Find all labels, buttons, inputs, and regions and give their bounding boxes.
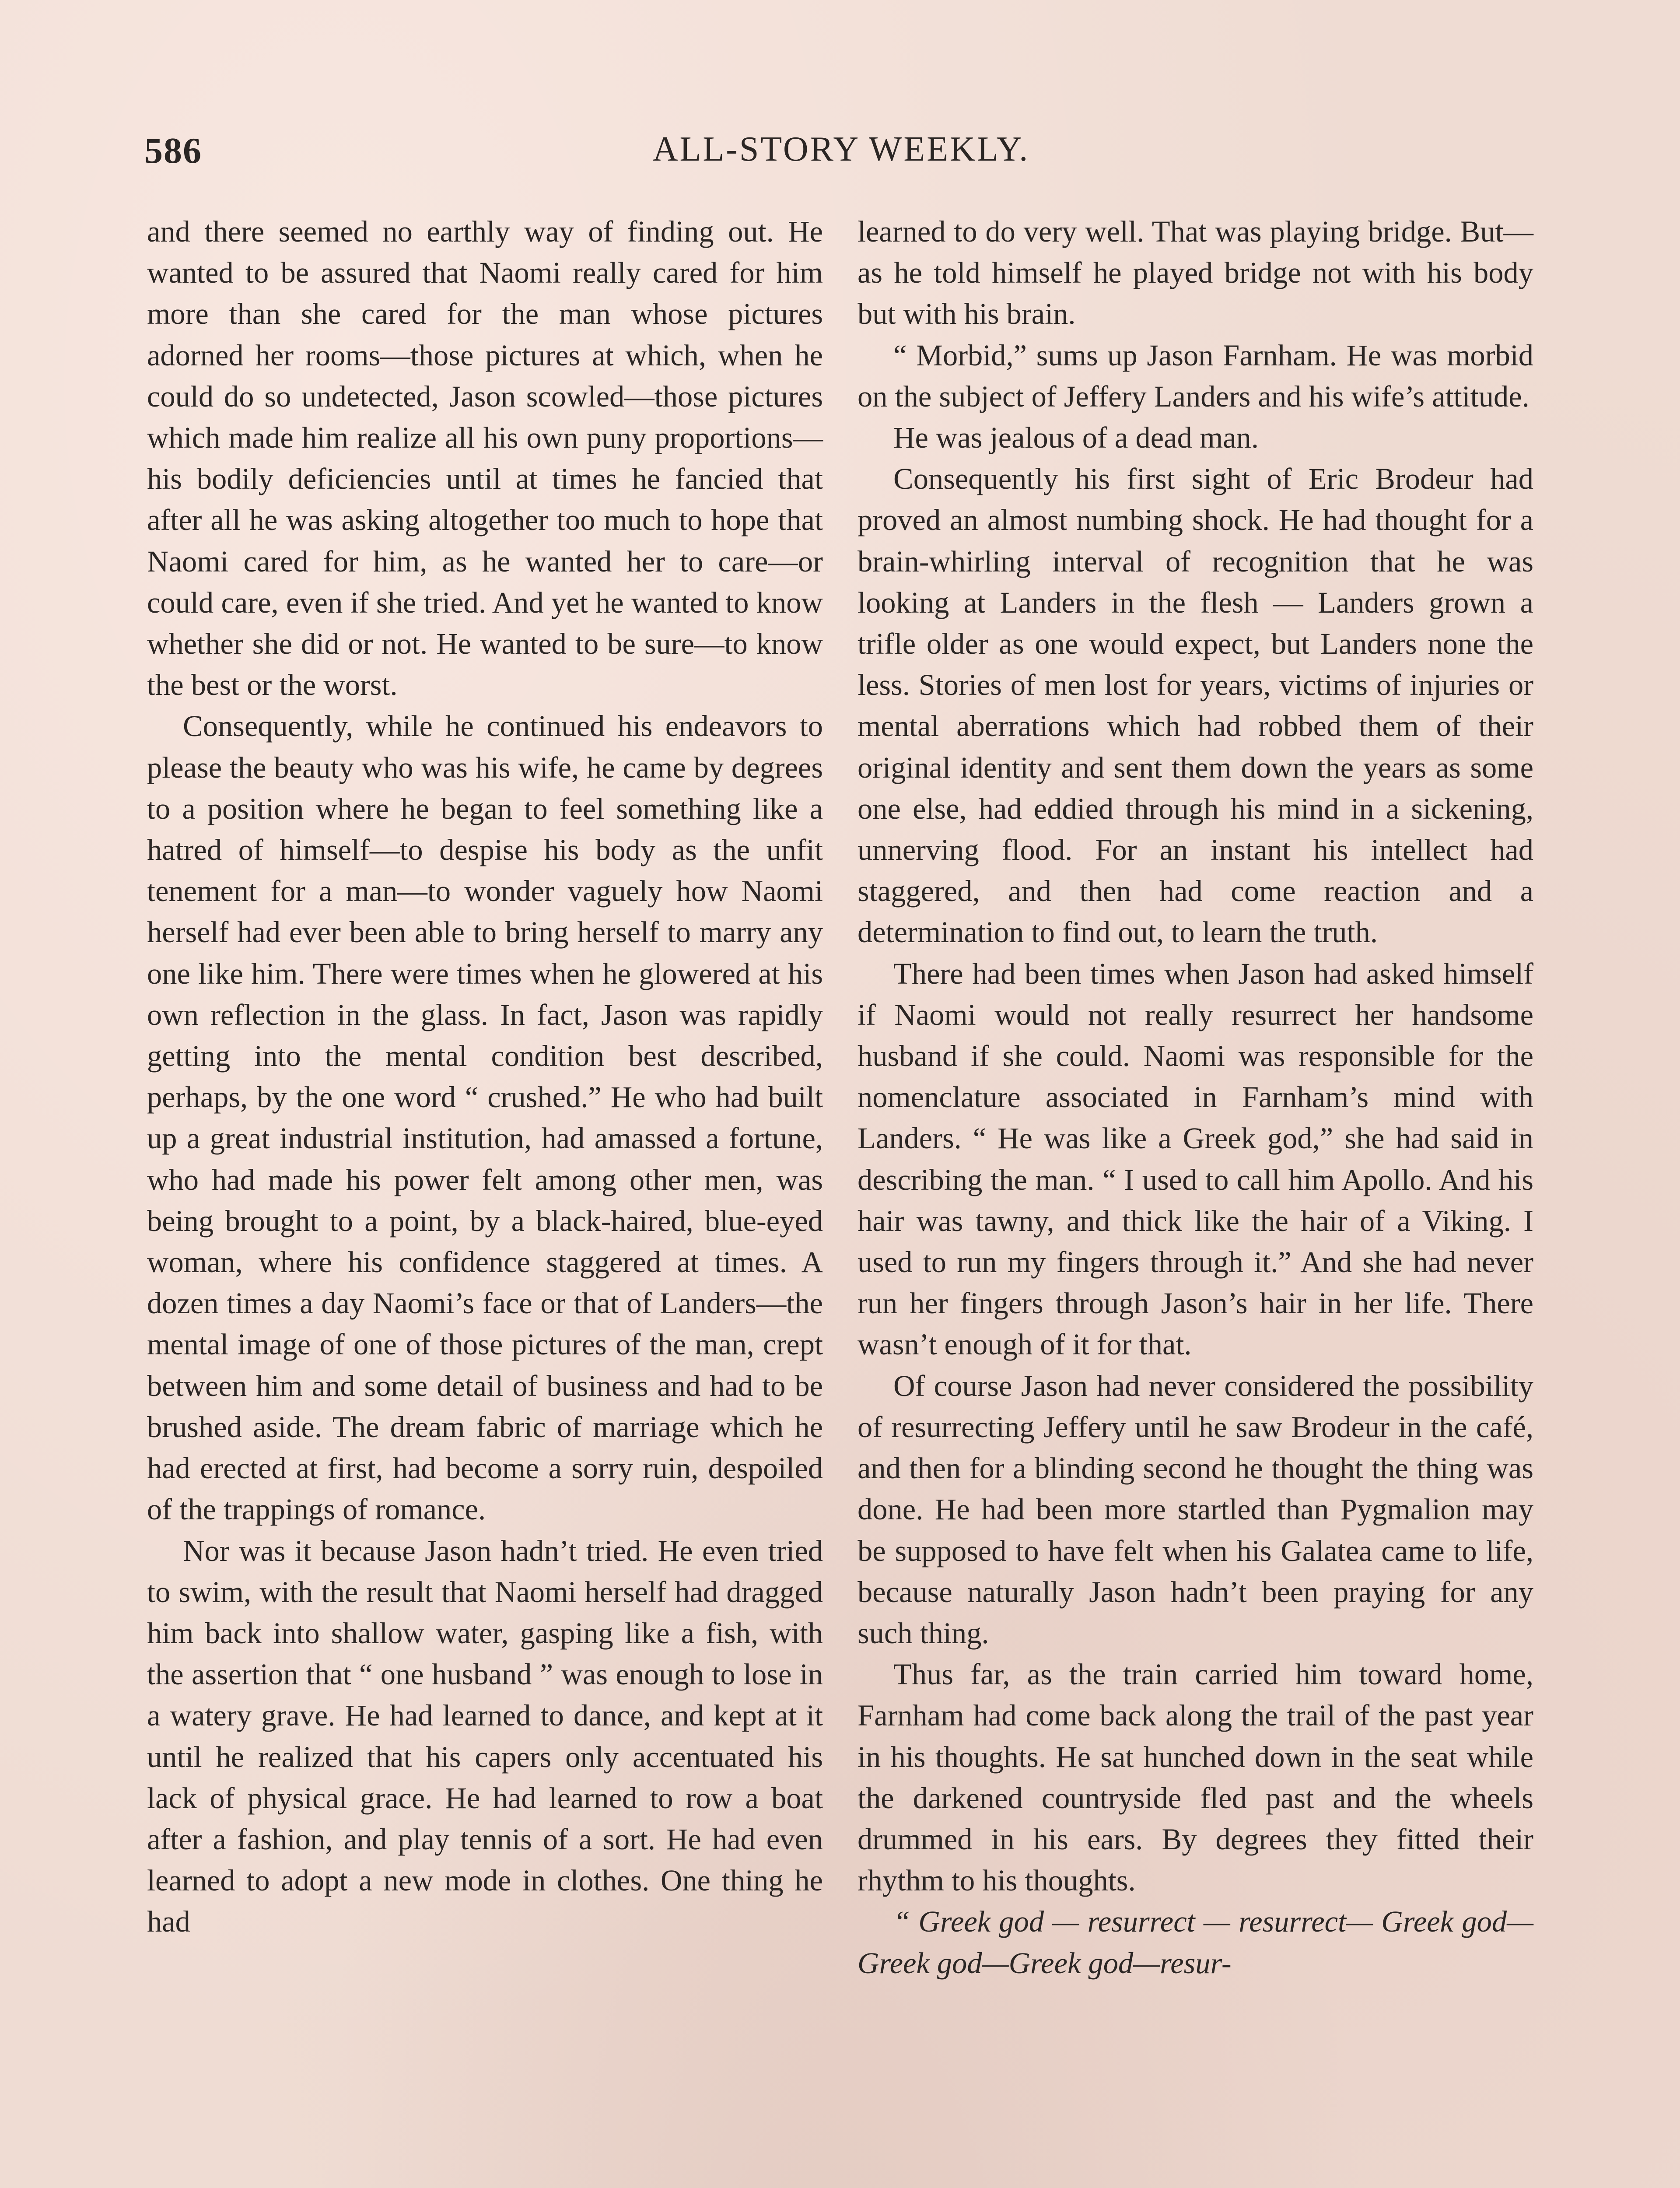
paragraph: Nor was it because Jason hadn’t tried. He even tried to swim, with the result that Naomi herself had dragged him back into shallow water, gasping like a fish, with the assertion that “ one husband ” was enough to lose in a watery grave. He had learned to dance, and kept at it until he realized that his capers only accentuated his lack of physical grace. He had learned to row a boat after a fashion, and play tennis of a sort. He had even learned to adopt a new mode in clothes. One thing he had <box>147 1534 823 1939</box>
paragraph: and there seemed no earthly way of finding out. He wanted to be assured that Naomi really cared for him more than she cared for the man whose pictures adorned her rooms—those pictures at which, when he could do so undetected, Jason scowled—those pictures which made him realize all his own puny proportions—his bodily deficiencies until at times he fancied that after all he was asking altogether too much to hope that Naomi cared for him, as he wanted her to care—or could care, even if she tried. And yet he wanted to know whether she did or not. He wanted to be sure—to know the best or the worst. <box>147 215 823 702</box>
paragraph: “ Morbid,” sums up Jason Farnham. He was morbid on the subject of Jeffery Landers and his wife’s attitude. <box>858 338 1533 413</box>
running-title: ALL-STORY WEEKLY. <box>652 130 1030 168</box>
paragraph: learned to do very well. That was playing bridge. But—as he told himself he played bridge not with his body but with his brain. <box>858 215 1533 331</box>
left-column <box>147 211 823 1943</box>
page-header <box>144 130 1538 182</box>
paragraph: He was jealous of a dead man. <box>893 421 1259 455</box>
page-number: 586 <box>144 130 202 171</box>
paragraph: Consequently, while he continued his endeavors to please the beauty who was his wife, he came by degrees to a position where he began to feel something like a hatred of himself—to despise his body as the unfit tenement for a man—to wonder vaguely how Naomi herself had ever been able to bring herself to marry any one like him. There were times when he glowered at his own reflection in the glass. In fact, Jason was rapidly getting into the mental condition best described, perhaps, by the one word “ crushed.” He who had built up a great industrial institution, had amassed a fortune, who had made his power felt among other men, was being brought to a point, by a black-haired, blue-eyed woman, where his confidence staggered at times. A dozen times a day Naomi’s face or that of Landers—the mental image of one of those pictures of the man, crept between him and some detail of business and had to be brushed aside. The dream fabric of marriage which he had erected at first, had become a sorry ruin, despoiled of the trappings of romance. <box>147 709 823 1526</box>
paragraph: Consequently his first sight of Eric Brodeur had proved an almost numbing shock. He had thought for a brain-whirling interval of recognition that he was looking at Landers in the flesh — Landers grown a trifle older as one would expect, but Landers none the less. Stories of men lost for years, victims of injuries or mental aberrations which had robbed them of their original identity and sent them down the years as some one else, had eddied through his mind in a sickening, unnerving flood. For an instant his intellect had staggered, and then had come reaction and a determination to find out, to learn the truth. <box>858 462 1533 949</box>
right-column <box>858 211 1533 1984</box>
paragraph: Of course Jason had never considered the possibility of resurrecting Jeffery until he saw Brodeur in the café, and then for a blinding second he thought the thing was done. He had been more startled than Pygmalion may be supposed to have felt when his Galatea came to life, because naturally Jason hadn’t been praying for any such thing. <box>858 1369 1533 1650</box>
paragraph: Thus far, as the train carried him toward home, Farnham had come back along the trail of the past year in his thoughts. He sat hunched down in the seat while the darkened countryside fled past and the wheels drummed in his ears. By degrees they fitted their rhythm to his thoughts. <box>858 1658 1533 1897</box>
paragraph: There had been times when Jason had asked himself if Naomi would not really resurrect her handsome husband if she could. Naomi was responsible for the nomenclature associated in Farnham’s mind with Landers. “ He was like a Greek god,” she had said in describing the man. “ I used to call him Apollo. And his hair was tawny, and thick like the hair of a Viking. I used to run my fingers through it.” And she had never run her fingers through Jason’s hair in her life. There wasn’t enough of it for that. <box>858 957 1533 1361</box>
paragraph-italic: “ Greek god — resurrect — resurrect— Greek god—Greek god—Greek god—resur- <box>858 1905 1533 1980</box>
